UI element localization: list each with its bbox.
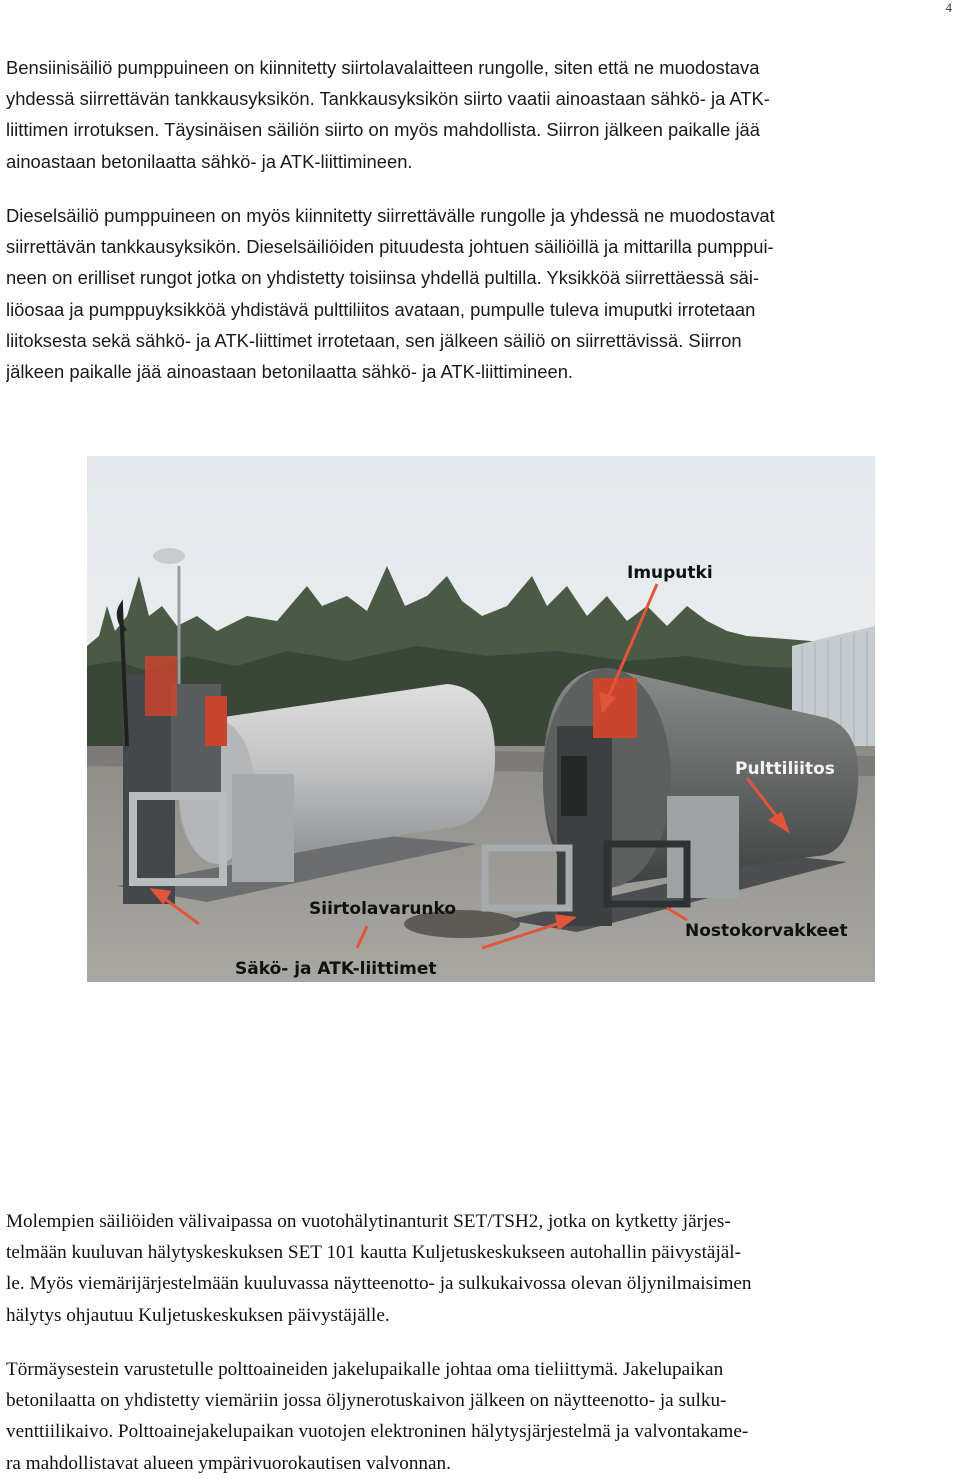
text-line: liitoksesta sekä sähkö- ja ATK-liittimet irrotetaan, sen jälkeen säiliö on siirrettävissä. Siirron	[6, 329, 742, 351]
text-line: telmään kuuluvan hälytyskeskuksen SET 101 kautta Kuljetuskeskukseen autohallin päivystäjäl-	[6, 1242, 742, 1264]
label-pulttiliitos: Pulttiliitos	[735, 759, 835, 779]
text-line: le. Myös viemärijärjestelmään kuuluvassa näytteenotto- ja sulkukaivossa olevan öljynilmaisimen	[6, 1273, 752, 1295]
text-line: yhdessä siirrettävän tankkausyksikön. Tankkausyksikön siirto vaatii ainoastaan sähkö- ja ATK-	[6, 88, 770, 110]
fuel-tanks-photo	[87, 456, 875, 982]
text-line: Törmäysestein varustetulle polttoaineiden jakelupaikalle johtaa oma tieliittymä. Jakelupaikan	[6, 1359, 724, 1380]
text-line: Molempien säiliöiden välivaipassa on vuotohälytinanturit SET/TSH2, jotka on kytketty järjes-	[6, 1211, 731, 1232]
text-line: venttiilikaivo. Polttoainejakelupaikan vuotojen elektroninen hälytysjärjestelmä ja valvontakame-	[6, 1421, 749, 1443]
text-line: siirrettävän tankkausyksikön. Dieselsäiliöiden pituudesta johtuen säiliöillä ja mittarilla pumppui-	[6, 236, 774, 258]
text-line: ra mahdollistavat alueen ympärivuorokautisen valvonnan.	[6, 1452, 451, 1474]
label-imuputki: Imuputki	[627, 563, 713, 583]
paragraph-petrol-tank	[6, 52, 934, 177]
text-line: liittimen irrotuksen. Täysinäisen säiliön siirto on myös mahdollista. Siirron jälkeen paikalle jää	[6, 119, 761, 141]
paragraph-alarm-system	[6, 1206, 934, 1331]
text-line: jälkeen paikalle jää ainoastaan betonilaatta sähkö- ja ATK-liittimineen.	[6, 361, 574, 383]
paragraph-diesel-tank	[6, 200, 934, 387]
text-line: Bensiinisäiliö pumppuineen on kiinnitetty siirtolavalaitteen rungolle, siten että ne muodostava	[6, 57, 760, 78]
page-number: 4	[945, 0, 952, 15]
text-line: hälytys ohjautuu Kuljetuskeskuksen päivystäjälle.	[6, 1304, 390, 1326]
paragraph-site-monitoring	[6, 1354, 934, 1479]
label-siirtolavarunko: Siirtolavarunko	[309, 899, 457, 919]
text-line: neen on erilliset rungot jotka on yhdistetty toisiinsa yhdellä pultilla. Yksikköä siirrettäessä säi-	[6, 267, 760, 289]
text-line: betonilaatta on yhdistetty viemäriin jossa öljynerotuskaivon jälkeen on näytteenotto- ja sulku-	[6, 1390, 727, 1412]
text-line: Dieselsäiliö pumppuineen on myös kiinnitetty siirrettävälle rungolle ja yhdessä ne muodostavat	[6, 205, 775, 226]
text-line: liöosaa ja pumppuyksikköä yhdistävä pulttiliitos avataan, pumpulle tuleva imuputki irrotetaan	[6, 298, 756, 320]
label-nostokorvakkeet: Nostokorvakkeet	[685, 921, 848, 941]
label-liittimet: Säkö- ja ATK-liittimet	[235, 959, 437, 979]
text-line: ainoastaan betonilaatta sähkö- ja ATK-liittimineen.	[6, 150, 413, 172]
